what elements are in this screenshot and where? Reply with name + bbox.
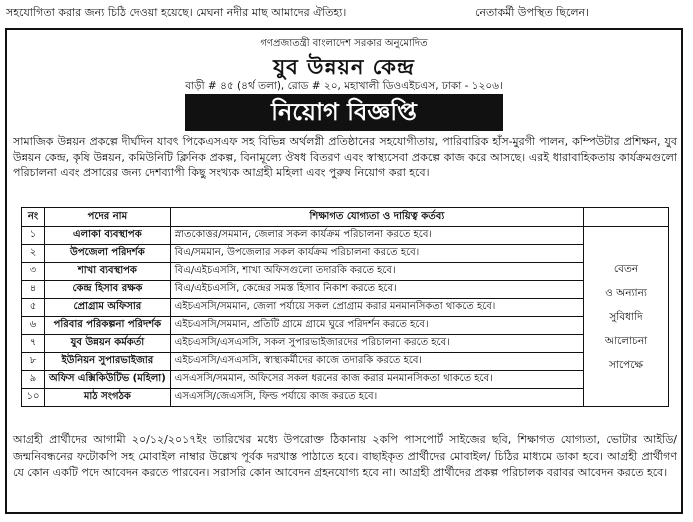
adjacent-news-left: সহযোগিতা করার জন্য চিঠি দেওয়া হয়েছে। মেঘনা নদীর মাছ আমাদের ঐতিহ্য। xyxy=(6,6,347,19)
row-num: ২ xyxy=(22,245,45,263)
table-row xyxy=(22,389,669,407)
row-duty: এইচএসসি/এসএসসি, স্বাস্থ্যকর্মীদের কাজে তদারকি করতে হবে। xyxy=(170,353,583,371)
benefit-line: সাপেক্ষে xyxy=(608,358,644,371)
organization-name: যুব উন্নয়ন কেন্দ্র xyxy=(273,55,415,79)
row-post: শাখা ব্যবস্থাপক xyxy=(45,263,171,281)
header-duty: শিক্ষাগত যোগ্যতা ও দায়িত্ব কর্তব্য xyxy=(170,208,583,227)
row-duty: এইচএসসি/এসএসসি, সকল সুপারভাইজারদের পরিচালনা করতে হবে। xyxy=(170,335,583,353)
row-num: ৪ xyxy=(22,281,45,299)
row-post: প্রোগ্রাম অফিসার xyxy=(45,299,171,317)
row-post: এলাকা ব্যবস্থাপক xyxy=(45,227,171,245)
row-num: ৬ xyxy=(22,317,45,335)
row-duty: বিএ/সমমান, উপজেলার সকল কার্যক্রম পরিচালনা করতে হবে। xyxy=(170,245,583,263)
row-post: অফিস এক্সিকিউটিভ (মহিলা) xyxy=(45,371,171,389)
row-post: যুব উন্নয়ন কর্মকর্তা xyxy=(45,335,171,353)
header-post: পদের নাম xyxy=(45,208,171,227)
row-duty: বিএ/এইচএসসি, কেন্দ্রের সমস্ত হিসাব নিকাশ করতে হবে। xyxy=(170,281,583,299)
adjacent-news-strip xyxy=(0,0,693,26)
intro-paragraph: সামাজিক উন্নয়ন প্রকল্পে দীর্ঘদিন যাবৎ পিকেএসএফ সহ বিভিন্ন অর্থলগ্নী প্রতিষ্ঠানের সহযোগীতায়, পারিবারিক হাঁস-মুরগী পালন, কম্পিউটার প্রশিক্ষন, যুব উন্নয়ন কেন্দ্র, কৃষি উন্নয়ন, কমিউনিটি ক্লিনিক প্রকল্প, বিনামূল্যে ঔষধ বিতরণ এবং স্বাস্থ্যসেবা প্রকল্পে কাজ করে আসছে। এরই ধারাবাহিকতায় কার্যক্রমগুলো পরিচালনা এবং প্রসারের জন্য দেশব্যাপী কিছু সংখ্যক আগ্রহী মহিলা এবং পুরুষ নিয়োগ করা হবে। xyxy=(13,135,677,179)
table-row xyxy=(22,281,669,299)
row-duty: স্নাতকোত্তর/সমমান, জেলার সকল কার্যক্রম পরিচালনা করতে হবে। xyxy=(170,227,583,245)
row-num: ৯ xyxy=(22,371,45,389)
row-duty: এইচএসসি/সমমান, জেলা পর্যায়ে সকল প্রোগ্রাম করার মনমানসিকতা থাকতে হবে। xyxy=(170,299,583,317)
table-header-row xyxy=(22,208,669,227)
adjacent-news-right: নেতাকর্মী উপস্থিত ছিলেন। xyxy=(475,6,590,19)
benefits-cell xyxy=(584,227,669,407)
application-instructions: আগ্রহী প্রার্থীদের আগামী ২০/১২/২০১৭ইং তারিখের মধ্যে উপরোক্ত ঠিকানায় ২কপি পাসপোর্ট সাইজের ছবি, শিক্ষাগত যোগ্যতা, ভোটার আইডি/ জন্মনিবন্ধনের ফটোকপি সহ মোবাইল নাম্বার উল্লেখ পূর্বক দরখাস্ত পাঠাতে হবে। বাছাইকৃত প্রার্থীদের মোবাইল/ চিঠির মাধ্যমে ডাকা হবে। আগ্রহী প্রার্থীগণ যে কোন একটি পদে আবেদন করতে পারবেন। সরাসরি কোন আবেদন গ্রহনযোগ্য হবে না। আগ্রহী প্রার্থীদের প্রকল্প পরিচালক বরাবর আবেদন করতে হবে। xyxy=(13,433,677,479)
benefit-line: সুবিধাদি xyxy=(609,310,643,323)
row-duty: এসএসসি/জেএসসি, ফিল্ড পর্যায়ে কাজ করতে হবে। xyxy=(170,389,583,407)
notice-title-banner: নিয়োগ বিজ্ঞপ্তি xyxy=(185,94,503,131)
row-post: পরিবার পরিকল্পনা পরিদর্শক xyxy=(45,317,171,335)
row-num: ১০ xyxy=(22,389,45,407)
row-num: ৮ xyxy=(22,353,45,371)
table-row xyxy=(22,227,669,245)
row-num: ৭ xyxy=(22,335,45,353)
table-row xyxy=(22,317,669,335)
header-num: নং xyxy=(22,208,45,227)
benefit-line: ও অন্যান্য xyxy=(605,286,647,299)
header-benefit xyxy=(584,208,669,227)
row-post: কেন্দ্র হিসাব রক্ষক xyxy=(45,281,171,299)
table-row xyxy=(22,263,669,281)
row-post: উপজেলা পরিদর্শক xyxy=(45,245,171,263)
row-post: ইউনিয়ন সুপারভাইজার xyxy=(45,353,171,371)
row-duty: এসএসসি/সমমান, অফিসের সকল ধরনের কাজ করার মনমানসিকতা থাকতে হবে। xyxy=(170,371,583,389)
table-row xyxy=(22,353,669,371)
benefit-line: বেতন xyxy=(613,262,639,275)
table-row xyxy=(22,335,669,353)
organization-address: বাড়ী # ৪৫ (৪র্থ তলা), রোড # ২০, মহাখালী ডিওএইচএস, ঢাকা - ১২০৬। xyxy=(185,80,503,92)
benefit-line: আলোচনা xyxy=(604,334,648,347)
table-row xyxy=(22,371,669,389)
advertisement-frame xyxy=(5,28,683,514)
table-row xyxy=(22,245,669,263)
row-num: ১ xyxy=(22,227,45,245)
row-duty: এইচএসসি/সমমান, প্রতিটি গ্রামে গ্রামে ঘুরে পরিদর্শন করতে হবে। xyxy=(170,317,583,335)
table-row xyxy=(22,299,669,317)
row-num: ৩ xyxy=(22,263,45,281)
row-duty: বিএ/এইচএসসি, শাখা অফিসগুলো তদারকি করতে হবে। xyxy=(170,263,583,281)
row-num: ৫ xyxy=(22,299,45,317)
row-post: মাঠ সংগঠক xyxy=(45,389,171,407)
job-table xyxy=(21,207,669,407)
approval-line: গণপ্রজাতন্ত্রী বাংলাদেশ সরকার অনুমোদিত xyxy=(260,38,428,49)
